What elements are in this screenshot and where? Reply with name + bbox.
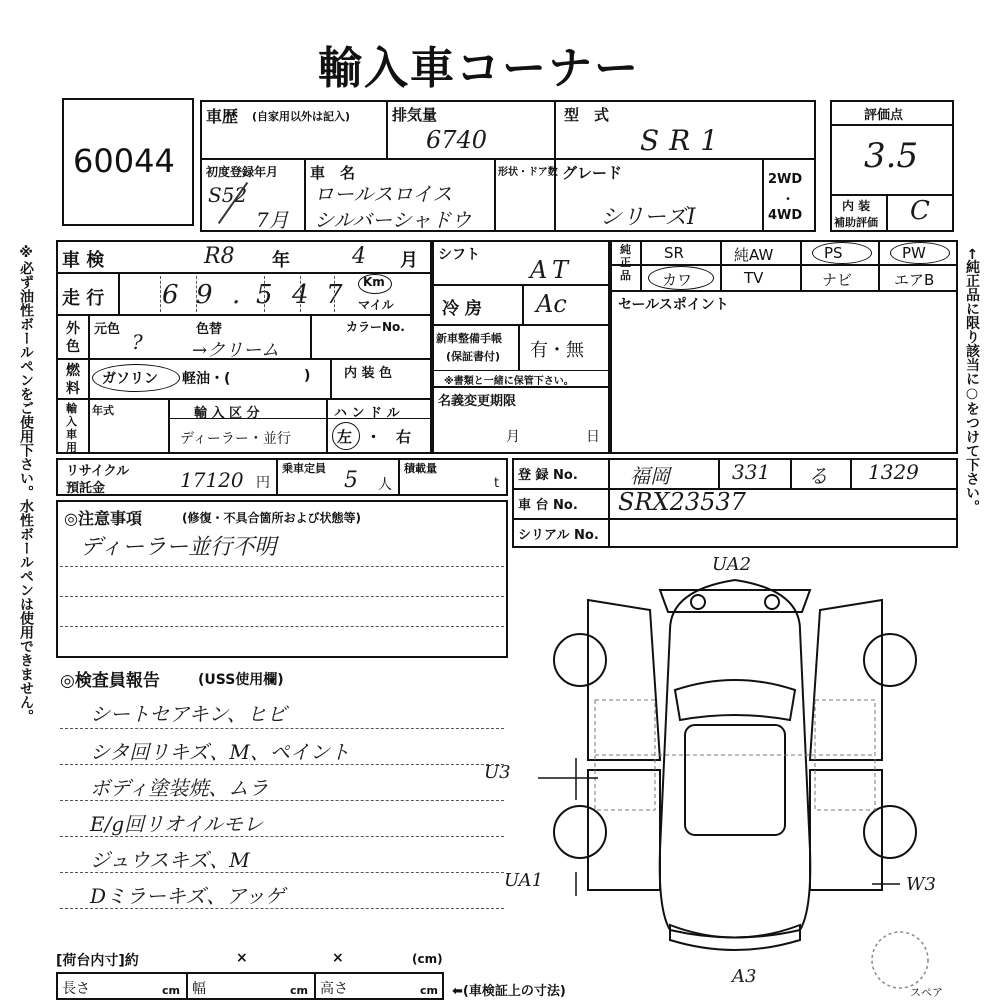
interior-value: C: [910, 196, 930, 226]
mileage-digit: .: [232, 280, 241, 310]
color-no-label: カラーNo.: [346, 320, 405, 334]
capacity-unit: 人: [378, 477, 392, 493]
import-label-2: 入: [66, 415, 77, 428]
mileage-digit: 6: [162, 280, 179, 310]
history-label: 車歴: [206, 107, 239, 126]
name-change-month: 月: [506, 429, 520, 445]
wheel-rear-left: [554, 806, 606, 858]
manual-note: ※書類と一緒に保管下さい。: [444, 376, 574, 387]
shaken-month-label: 月: [400, 250, 418, 271]
manual-label-1: 新車整備手帳: [436, 332, 502, 345]
reg-number: 1329: [868, 460, 919, 484]
reg-region: 福岡: [630, 464, 670, 488]
mileage-digit: 4: [292, 280, 309, 310]
genuine-tv: TV: [744, 269, 764, 287]
first-reg-month: 7月: [256, 208, 289, 232]
displacement-value: 6740: [426, 126, 488, 154]
wheel-front-right: [864, 634, 916, 686]
model-value: SR1: [640, 124, 729, 157]
repaint-label: 色替: [196, 322, 223, 337]
grade-value: シリーズⅠ: [600, 205, 696, 230]
history-note: (自家用以外は記入): [252, 110, 351, 123]
mark-u3: U3: [484, 762, 511, 783]
handle-sep: ・: [366, 428, 382, 446]
interior-label-2: 補助評価: [834, 216, 878, 229]
mileage-digit: 7: [326, 280, 343, 310]
shaken-year-label: 年: [272, 250, 290, 271]
shaken-month-value: 4: [352, 244, 366, 269]
mileage-digit: 9: [196, 280, 213, 310]
repaint-value: →クリーム: [192, 340, 280, 361]
report-line-4: E/g回リオイルモレ: [90, 812, 263, 836]
name-change-day: 日: [586, 429, 600, 445]
chassis-label: 車 台 No.: [518, 498, 578, 513]
color-label-2: 色: [66, 339, 80, 355]
door-panel-right: [810, 600, 882, 760]
mark-w3: W3: [906, 874, 936, 895]
import-category-value: ディーラー・並行: [180, 431, 291, 447]
handle-right: 右: [396, 428, 412, 446]
mark-ua1: UA1: [504, 870, 544, 891]
car-roof: [685, 725, 785, 835]
left-side-note: ※必ず油性ボールペンをご使用下さい。水性ボールペンは使用できません。: [18, 245, 34, 723]
report-sub: (USS使用欄): [198, 672, 284, 688]
import-category-label: 輸 入 区 分: [194, 406, 260, 421]
score-label: 評価点: [864, 108, 904, 123]
grade-label: グレード: [562, 164, 623, 182]
fuel-label-2: 料: [66, 381, 80, 397]
page-title: 輸入車コーナー: [318, 43, 640, 94]
shaken-label: 車 検: [62, 250, 105, 271]
door-panel-left: [588, 600, 660, 760]
reg-label: 登 録 No.: [518, 468, 578, 483]
mark-a3: A3: [732, 966, 757, 987]
mileage-digit: 5: [256, 280, 273, 310]
lot-number: 60044: [73, 142, 175, 180]
drive-4wd: 4WD: [768, 208, 803, 223]
fuel-label-1: 燃: [66, 363, 80, 379]
first-reg-label: 初度登録年月: [206, 165, 279, 179]
mileage-label: 走 行: [62, 288, 105, 309]
rear-panel-right: [810, 770, 882, 890]
cargo-height-label: 高さ: [320, 981, 348, 997]
mileage-digits: [122, 272, 362, 314]
recycle-value: 17120: [180, 468, 244, 492]
right-side-note: ←純正品に限り該当に○をつけて下さい。: [964, 248, 980, 514]
cargo-width-unit: cm: [290, 984, 308, 997]
displacement-label: 排気量: [392, 106, 438, 124]
spare-label: スペア: [910, 986, 943, 999]
shift-label: シフト: [438, 247, 480, 263]
interior-label-1: 内 装: [842, 199, 871, 213]
cargo-label: [荷台内寸]約: [56, 953, 139, 969]
genuine-ps-circle: [812, 242, 872, 264]
original-color-value: ?: [132, 330, 143, 354]
drive-2wd: 2WD: [768, 172, 803, 187]
notes-sub: (修復・不具合箇所および状態等): [182, 511, 361, 525]
spare-tire: [872, 932, 928, 988]
car-name-label: 車 名: [310, 164, 356, 182]
cargo-dimension-row: [56, 972, 444, 1000]
recycle-label-1: リサイクル: [66, 464, 130, 479]
original-color-label: 元色: [94, 322, 121, 337]
genuine-sr: SR: [664, 244, 684, 262]
serial-label: シリアル No.: [518, 528, 599, 543]
cargo-length-label: 長さ: [62, 981, 90, 997]
cargo-note: ⬅(車検証上の寸法): [452, 984, 566, 999]
cargo-width-label: 幅: [192, 981, 206, 997]
load-unit: t: [494, 476, 500, 491]
cargo-x1: ×: [236, 950, 248, 966]
shape-label: 形状・ドア数: [498, 167, 558, 178]
genuine-leather: カワ: [662, 271, 693, 289]
car-rear-bumper: [670, 925, 800, 950]
genuine-aw: 純AW: [734, 246, 774, 264]
report-line-5: ジュウスキズ、M: [90, 848, 250, 872]
shift-value: AT: [530, 256, 575, 284]
genuine-label: 純正品: [620, 243, 631, 282]
color-label-1: 外: [66, 321, 80, 337]
genuine-pw-circle: [890, 242, 950, 264]
recycle-label-2: 預託金: [66, 481, 106, 496]
ac-value: Ac: [536, 290, 567, 318]
notes-label: ◎注意事項: [64, 509, 142, 528]
car-diagram: [520, 550, 950, 990]
reg-kana: る: [808, 464, 828, 488]
fuel-diesel: 軽油・(: [182, 371, 231, 387]
fuel-close: ): [304, 368, 311, 384]
import-label-4: 用: [66, 441, 77, 454]
rear-panel-left: [588, 770, 660, 890]
model-label: 型 式: [564, 106, 610, 124]
cargo-cm: (cm): [412, 952, 443, 966]
headlight-left: [691, 595, 705, 609]
sales-point-label: セールスポイント: [618, 297, 729, 313]
fuel-gasoline: ガソリン: [102, 371, 158, 387]
mile-label: マイル: [358, 298, 394, 312]
ac-label: 冷 房: [442, 299, 482, 319]
genuine-leather-circle: [648, 266, 714, 290]
shaken-value: R8: [204, 244, 235, 269]
manual-value: 有・無: [530, 340, 584, 361]
name-change-label: 名義変更期限: [438, 394, 517, 409]
interior-color-label: 内 装 色: [344, 366, 393, 381]
report-line-1: シートセアキン、ヒビ: [90, 702, 287, 726]
cargo-length-unit: cm: [162, 984, 180, 997]
score-value: 3.5: [864, 136, 919, 176]
import-label-3: 車: [66, 428, 77, 441]
report-line-3: ボディ塗装焼、ムラ: [90, 776, 269, 800]
wheel-front-left: [554, 634, 606, 686]
car-windshield: [675, 680, 795, 720]
cargo-height-unit: cm: [420, 984, 438, 997]
reg-class: 331: [732, 460, 771, 484]
manual-label-2: (保証書付): [446, 350, 501, 363]
recycle-unit: 円: [256, 475, 270, 491]
first-reg-year: S52: [208, 183, 248, 207]
wheel-rear-right: [864, 806, 916, 858]
car-body-outline: [660, 580, 811, 938]
handle-left: 左: [337, 428, 353, 446]
import-year-label: 年式: [92, 404, 114, 417]
drive-sep: ・: [782, 192, 795, 206]
import-label-1: 輸: [66, 402, 77, 415]
report-line-2: シタ回リキズ、M、ペイント: [90, 740, 350, 764]
report-line-6: Dミラーキズ、アッゲ: [90, 884, 285, 908]
load-label: 積載量: [404, 462, 437, 475]
km-label: Km: [363, 275, 385, 289]
capacity-label: 乗車定員: [282, 462, 326, 475]
cargo-x2: ×: [332, 950, 344, 966]
chassis-value: SRX23537: [618, 488, 746, 516]
genuine-ps: PS: [824, 244, 843, 262]
car-name-line2: シルバーシャドウ: [314, 208, 472, 232]
headlight-right: [765, 595, 779, 609]
notes-line-1: ディーラー並行不明: [80, 535, 277, 560]
report-label: ◎検査員報告: [60, 671, 160, 691]
car-name-line1: ロールスロイス: [314, 182, 453, 206]
capacity-value: 5: [344, 468, 358, 493]
genuine-navi: ナビ: [822, 271, 853, 289]
mark-ua2: UA2: [712, 554, 752, 575]
handle-label: ハ ン ド ル: [334, 406, 400, 421]
genuine-airbag: エアB: [894, 271, 935, 289]
genuine-pw: PW: [902, 244, 926, 262]
